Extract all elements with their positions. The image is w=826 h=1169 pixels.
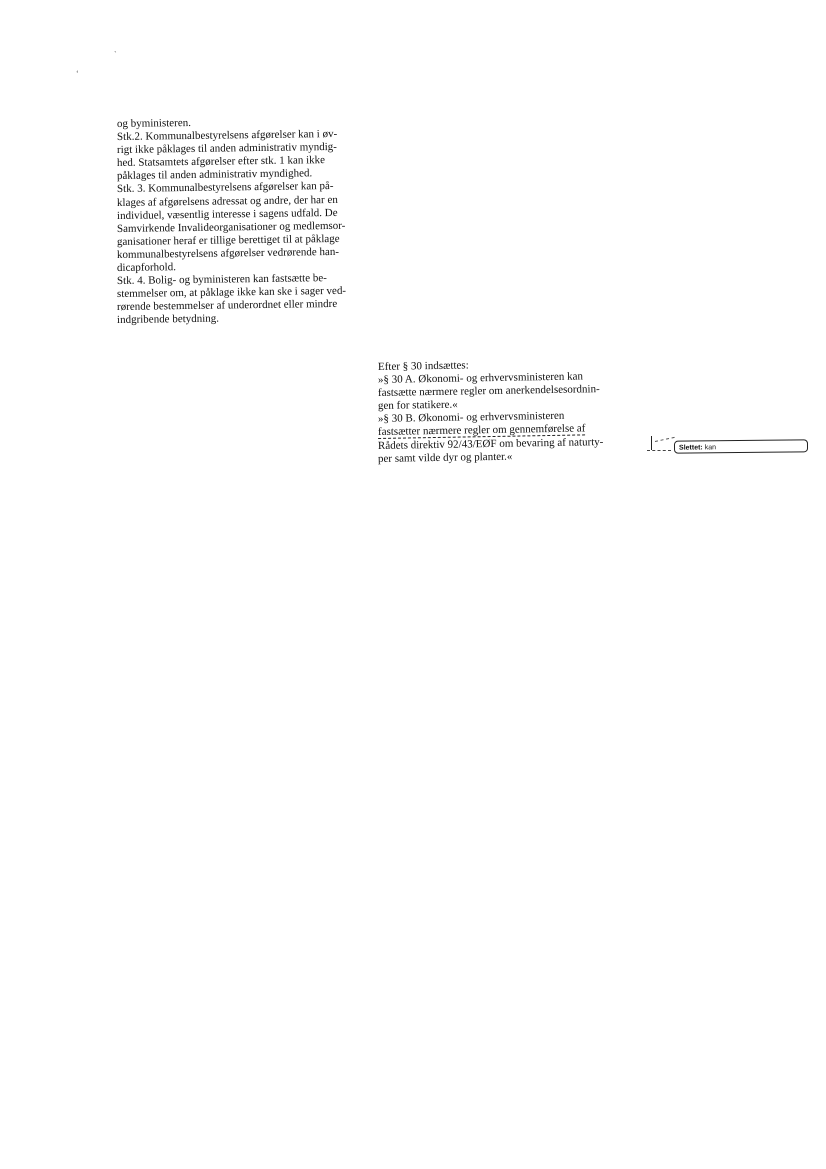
text-line: påklages til anden administrativ myndighed. (116, 167, 313, 183)
text-line: per samt vilde dyr og planter.« (377, 450, 513, 465)
text-line: Rådets direktiv 92/43/EØF om bevaring af naturty- (377, 435, 604, 452)
scan-speck: ‘ (76, 69, 79, 78)
text-line: dicapforhold. (116, 261, 177, 275)
inserted-text: fastsætter nærmere regler om gennemførelse af (377, 422, 586, 439)
text-line: Stk. 4. Bolig- og byministeren kan fastsætte be- (116, 272, 327, 288)
deleted-text: kan (704, 444, 717, 452)
text-line: indgribende betydning. (116, 312, 220, 327)
right-text-column (378, 361, 603, 466)
text-line: hed. Statsamtets afgørelser efter stk. 1 kan ikke (116, 154, 326, 170)
text-line: rørende bestemmelser af underordnet eller mindre (116, 298, 338, 314)
text-line: »§ 30 B. Økonomi- og erhvervsministeren (377, 410, 565, 426)
text-line: og byministeren. (116, 116, 192, 130)
text-line: individuel, væsentlig interesse i sagens udfald. De (116, 206, 338, 222)
text-line: fastsætte nærmere regler om anerkendelsesordnin- (377, 383, 600, 400)
text-line: Stk. 3. Kommunalbestyrelsens afgørelser kan på- (116, 180, 334, 196)
deletion-balloon (674, 439, 808, 453)
text-line: Stk.2. Kommunalbestyrelsens afgørelser kan i øv- (116, 128, 338, 144)
text-line: ganisationer heraf er tillige berettiget til at påklage (116, 232, 340, 248)
text-line: kommunalbestyrelsens afgørelser vedrørende han- (116, 245, 340, 261)
text-line: rigt ikke påklages til anden administrativ myndig- (116, 141, 338, 157)
change-bar (651, 436, 652, 450)
left-text-column (117, 118, 346, 328)
deletion-label: Slettet: (678, 444, 703, 452)
text-line: stemmelser om, at påklage ikke kan ske i sager ved- (116, 285, 347, 301)
text-line: Samvirkende Invalideorganisationer og medlemsor- (116, 219, 346, 235)
text-line: gen for statikere.« (377, 398, 458, 413)
text-line: »§ 30 A. Økonomi- og erhvervsministeren kan (377, 370, 584, 387)
scan-speck: ` (114, 50, 117, 59)
text-line: klages af afgørelsens adressat og andre, der har en (116, 193, 338, 209)
text-line: Efter § 30 indsættes: (377, 359, 469, 373)
